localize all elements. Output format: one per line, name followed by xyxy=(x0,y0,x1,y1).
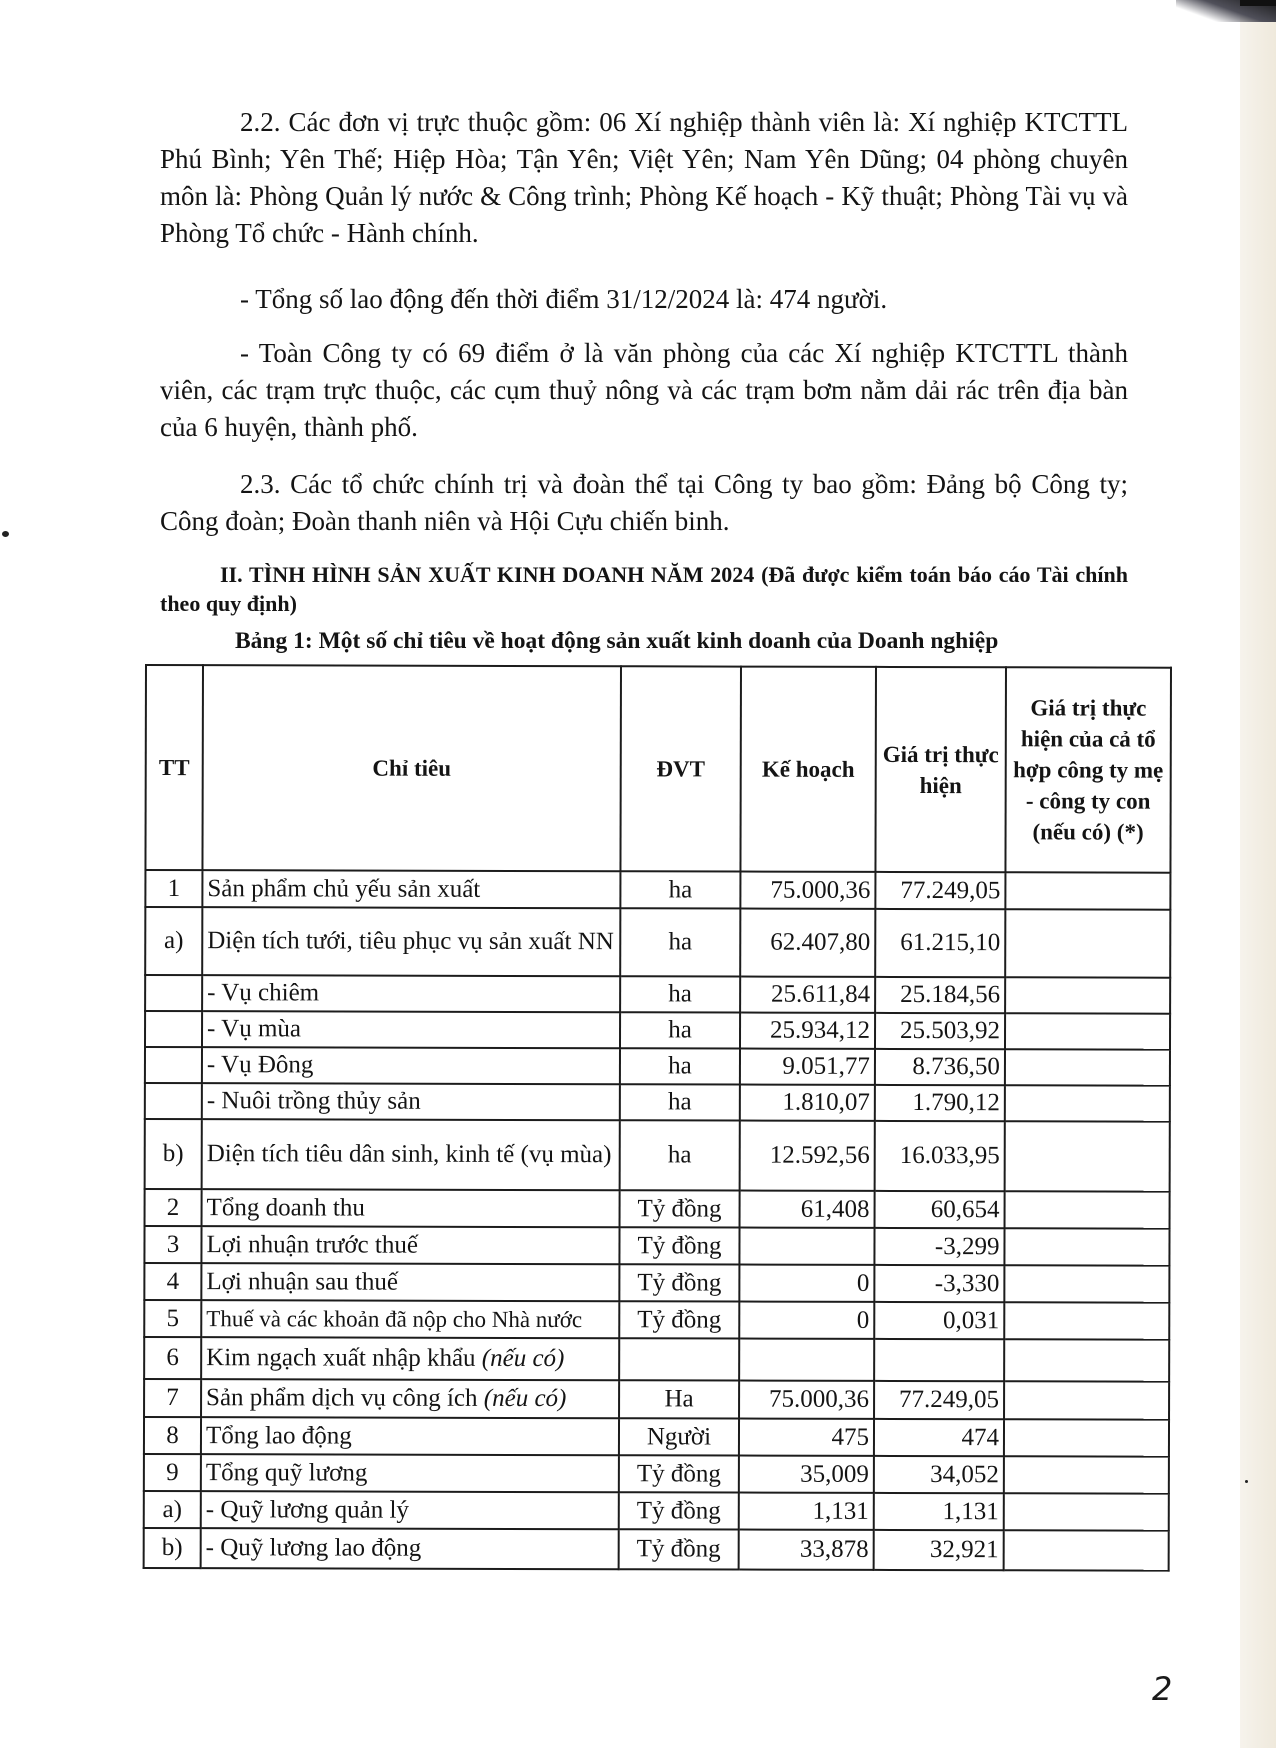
section-heading: II. TÌNH HÌNH SẢN XUẤT KINH DOANH NĂM 2024 (Đã được kiểm toán báo cáo Tài chính theo quy định) xyxy=(160,562,1128,616)
cell-tt xyxy=(145,975,202,1011)
cell-group-value xyxy=(1005,1013,1170,1049)
cell-tt: a) xyxy=(145,907,202,975)
cell-unit: ha xyxy=(620,976,740,1012)
cell-tt xyxy=(145,1011,202,1047)
cell-plan: 0 xyxy=(739,1302,874,1339)
cell-indicator: - Vụ mùa xyxy=(202,1011,620,1048)
scan-speck xyxy=(2,531,9,537)
cell-actual: 0,031 xyxy=(874,1302,1004,1339)
cell-plan: 61,408 xyxy=(740,1191,875,1228)
cell-unit: Tỷ đồng xyxy=(619,1301,739,1338)
cell-plan: 62.407,80 xyxy=(740,909,875,977)
scan-speck xyxy=(1245,1480,1248,1483)
cell-tt: 4 xyxy=(144,1263,201,1300)
indicator-note: (nếu có) xyxy=(483,1384,567,1413)
cell-group-value xyxy=(1004,1265,1169,1302)
cell-group-value xyxy=(1005,1049,1170,1085)
table-row xyxy=(145,907,1170,978)
table-row xyxy=(145,975,1170,1014)
header-group-value: Giá trị thực hiện của cả tổ hợp công ty mẹ - công ty con (nếu có) (*) xyxy=(1005,667,1171,872)
cell-unit: Ha xyxy=(619,1380,739,1418)
cell-actual: 1.790,12 xyxy=(875,1085,1005,1121)
table-row xyxy=(145,1011,1170,1050)
cell-indicator: - Vụ chiêm xyxy=(202,975,620,1012)
cell-indicator xyxy=(201,1379,619,1418)
cell-group-value xyxy=(1004,1456,1169,1493)
header-indicator: Chỉ tiêu xyxy=(202,665,621,871)
cell-plan: 75.000,36 xyxy=(739,1381,874,1419)
scan-corner-mark xyxy=(1240,0,1276,6)
cell-actual: -3,330 xyxy=(874,1265,1004,1302)
cell-group-value xyxy=(1005,1085,1170,1121)
cell-indicator: - Quỹ lương lao động xyxy=(201,1528,619,1569)
cell-actual: 16.033,95 xyxy=(875,1121,1005,1191)
cell-tt: 6 xyxy=(144,1337,201,1379)
cell-actual: 77.249,05 xyxy=(874,1381,1004,1419)
cell-indicator: Tổng doanh thu xyxy=(202,1189,620,1227)
scan-edge-strip xyxy=(1240,0,1276,1748)
cell-tt xyxy=(145,1047,202,1083)
cell-plan: 12.592,56 xyxy=(740,1121,875,1191)
cell-plan: 25.934,12 xyxy=(740,1013,875,1049)
table-row xyxy=(145,1083,1170,1122)
cell-plan: 75.000,36 xyxy=(740,872,875,909)
cell-group-value xyxy=(1005,1121,1170,1191)
cell-unit: Tỷ đồng xyxy=(619,1264,739,1301)
cell-actual: -3,299 xyxy=(874,1228,1004,1265)
cell-tt: 9 xyxy=(144,1454,201,1491)
cell-plan: 475 xyxy=(739,1419,874,1456)
cell-group-value xyxy=(1004,1228,1169,1265)
cell-group-value xyxy=(1005,977,1170,1013)
cell-unit xyxy=(619,1338,739,1380)
cell-actual: 8.736,50 xyxy=(875,1049,1005,1085)
cell-actual: 77.249,05 xyxy=(875,872,1005,909)
header-actual: Giá trị thực hiện xyxy=(875,667,1006,872)
cell-indicator: - Vụ Đông xyxy=(202,1047,620,1084)
cell-tt: 5 xyxy=(144,1300,201,1337)
cell-unit: Tỷ đồng xyxy=(619,1227,739,1264)
cell-tt xyxy=(145,1083,202,1119)
cell-unit: Tỷ đồng xyxy=(619,1529,739,1569)
table-header-row xyxy=(145,665,1171,873)
cell-group-value xyxy=(1004,1302,1169,1339)
cell-plan: 33,878 xyxy=(739,1530,874,1570)
cell-plan: 1,131 xyxy=(739,1493,874,1530)
cell-unit: ha xyxy=(620,908,740,976)
business-indicators-table xyxy=(143,664,1172,1572)
paragraph-office-locations: - Toàn Công ty có 69 điểm ở là văn phòng của các Xí nghiệp KTCTTL thành viên, các trạm trực thuộc, các cụm thuỷ nông và các trạm bơm nằm dải rác trên địa bàn của 6 huyện, thành phố. xyxy=(160,338,1128,442)
cell-actual: 34,052 xyxy=(874,1456,1004,1493)
table-row xyxy=(145,1189,1170,1229)
cell-unit: ha xyxy=(620,1012,740,1048)
cell-unit: ha xyxy=(620,1120,740,1190)
table-row xyxy=(144,1263,1169,1303)
cell-group-value xyxy=(1005,1191,1170,1228)
cell-tt: 1 xyxy=(145,870,202,907)
table-row xyxy=(144,1528,1169,1571)
cell-indicator: - Nuôi trồng thủy sản xyxy=(202,1083,620,1120)
cell-group-value xyxy=(1004,1339,1169,1381)
cell-actual: 25.184,56 xyxy=(875,977,1005,1013)
cell-tt: 8 xyxy=(144,1417,201,1454)
cell-unit: Tỷ đồng xyxy=(619,1492,739,1529)
indicator-text: Kim ngạch xuất nhập khẩu xyxy=(206,1344,476,1372)
cell-indicator: Tổng lao động xyxy=(201,1417,619,1455)
cell-actual xyxy=(874,1339,1004,1381)
table-row xyxy=(144,1417,1169,1457)
cell-plan xyxy=(739,1228,874,1265)
paragraph-total-labor: - Tổng số lao động đến thời điểm 31/12/2024 là: 474 người. xyxy=(240,284,888,314)
cell-indicator: Lợi nhuận trước thuế xyxy=(201,1226,619,1264)
cell-tt: b) xyxy=(144,1528,201,1568)
table-caption: Bảng 1: Một số chỉ tiêu về hoạt động sản xuất kinh doanh của Doanh nghiệp xyxy=(235,628,999,654)
cell-plan xyxy=(739,1339,874,1381)
cell-actual: 61.215,10 xyxy=(875,909,1005,977)
table-row xyxy=(144,1491,1169,1531)
table-row xyxy=(144,1226,1169,1266)
cell-plan: 25.611,84 xyxy=(740,977,875,1013)
cell-group-value xyxy=(1004,1381,1169,1419)
cell-actual: 32,921 xyxy=(874,1530,1004,1570)
cell-indicator: Tổng quỹ lương xyxy=(201,1454,619,1492)
cell-indicator: Sản phẩm chủ yếu sản xuất xyxy=(202,870,620,908)
cell-indicator: Diện tích tưới, tiêu phục vụ sản xuất NN xyxy=(202,907,620,976)
cell-indicator: Diện tích tiêu dân sinh, kinh tế (vụ mùa) xyxy=(202,1119,620,1190)
cell-plan: 9.051,77 xyxy=(740,1049,875,1085)
cell-tt: b) xyxy=(145,1119,202,1189)
cell-tt: a) xyxy=(144,1491,201,1528)
paragraph-affiliated-units: 2.2. Các đơn vị trực thuộc gồm: 06 Xí nghiệp thành viên là: Xí nghiệp KTCTTL Phú Bình; Yên Thế; Hiệp Hòa; Tận Yên; Việt Yên; Nam Yên Dũng; 04 phòng chuyên môn là: Phòng Quản lý nước & Công trình; Phòng Kế hoạch - Kỹ thuật; Phòng Tài vụ và Phòng Tổ chức - Hành chính. xyxy=(160,107,1128,248)
cell-unit: ha xyxy=(620,871,740,908)
cell-actual: 60,654 xyxy=(875,1191,1005,1228)
cell-indicator xyxy=(201,1337,619,1380)
cell-plan: 1.810,07 xyxy=(740,1085,875,1121)
indicator-text: Sản phẩm dịch vụ công ích xyxy=(206,1384,478,1412)
header-plan: Kế hoạch xyxy=(740,667,876,872)
header-unit: ĐVT xyxy=(620,666,741,871)
indicator-note: (nếu có) xyxy=(481,1344,565,1373)
table-row xyxy=(144,1300,1169,1340)
cell-unit: ha xyxy=(620,1084,740,1120)
cell-tt: 3 xyxy=(144,1226,201,1263)
table-row xyxy=(145,1047,1170,1086)
cell-group-value xyxy=(1004,1530,1169,1570)
cell-unit: Tỷ đồng xyxy=(619,1455,739,1492)
cell-actual: 474 xyxy=(874,1419,1004,1456)
cell-tt: 2 xyxy=(145,1189,202,1226)
cell-indicator: Lợi nhuận sau thuế xyxy=(201,1263,619,1301)
cell-actual: 25.503,92 xyxy=(875,1013,1005,1049)
table-row xyxy=(144,1379,1169,1420)
cell-indicator: - Quỹ lương quản lý xyxy=(201,1491,619,1529)
cell-indicator: Thuế và các khoản đã nộp cho Nhà nước xyxy=(201,1300,619,1338)
cell-unit: Người xyxy=(619,1418,739,1455)
table-row xyxy=(144,1337,1169,1382)
page-number: 2 xyxy=(1152,1670,1173,1708)
paragraph-political-organizations: 2.3. Các tổ chức chính trị và đoàn thể tại Công ty bao gồm: Đảng bộ Công ty; Công đoàn; Đoàn thanh niên và Hội Cựu chiến binh. xyxy=(160,469,1128,536)
cell-group-value xyxy=(1005,872,1170,909)
header-tt: TT xyxy=(145,665,203,870)
cell-group-value xyxy=(1004,1419,1169,1456)
table-row xyxy=(145,870,1170,910)
cell-unit: Tỷ đồng xyxy=(620,1190,740,1227)
table-row xyxy=(145,1119,1170,1192)
cell-plan: 35,009 xyxy=(739,1456,874,1493)
cell-group-value xyxy=(1004,1493,1169,1530)
cell-unit: ha xyxy=(620,1048,740,1084)
cell-group-value xyxy=(1005,909,1170,977)
cell-actual: 1,131 xyxy=(874,1493,1004,1530)
table-row xyxy=(144,1454,1169,1494)
cell-plan: 0 xyxy=(739,1265,874,1302)
cell-tt: 7 xyxy=(144,1379,201,1417)
